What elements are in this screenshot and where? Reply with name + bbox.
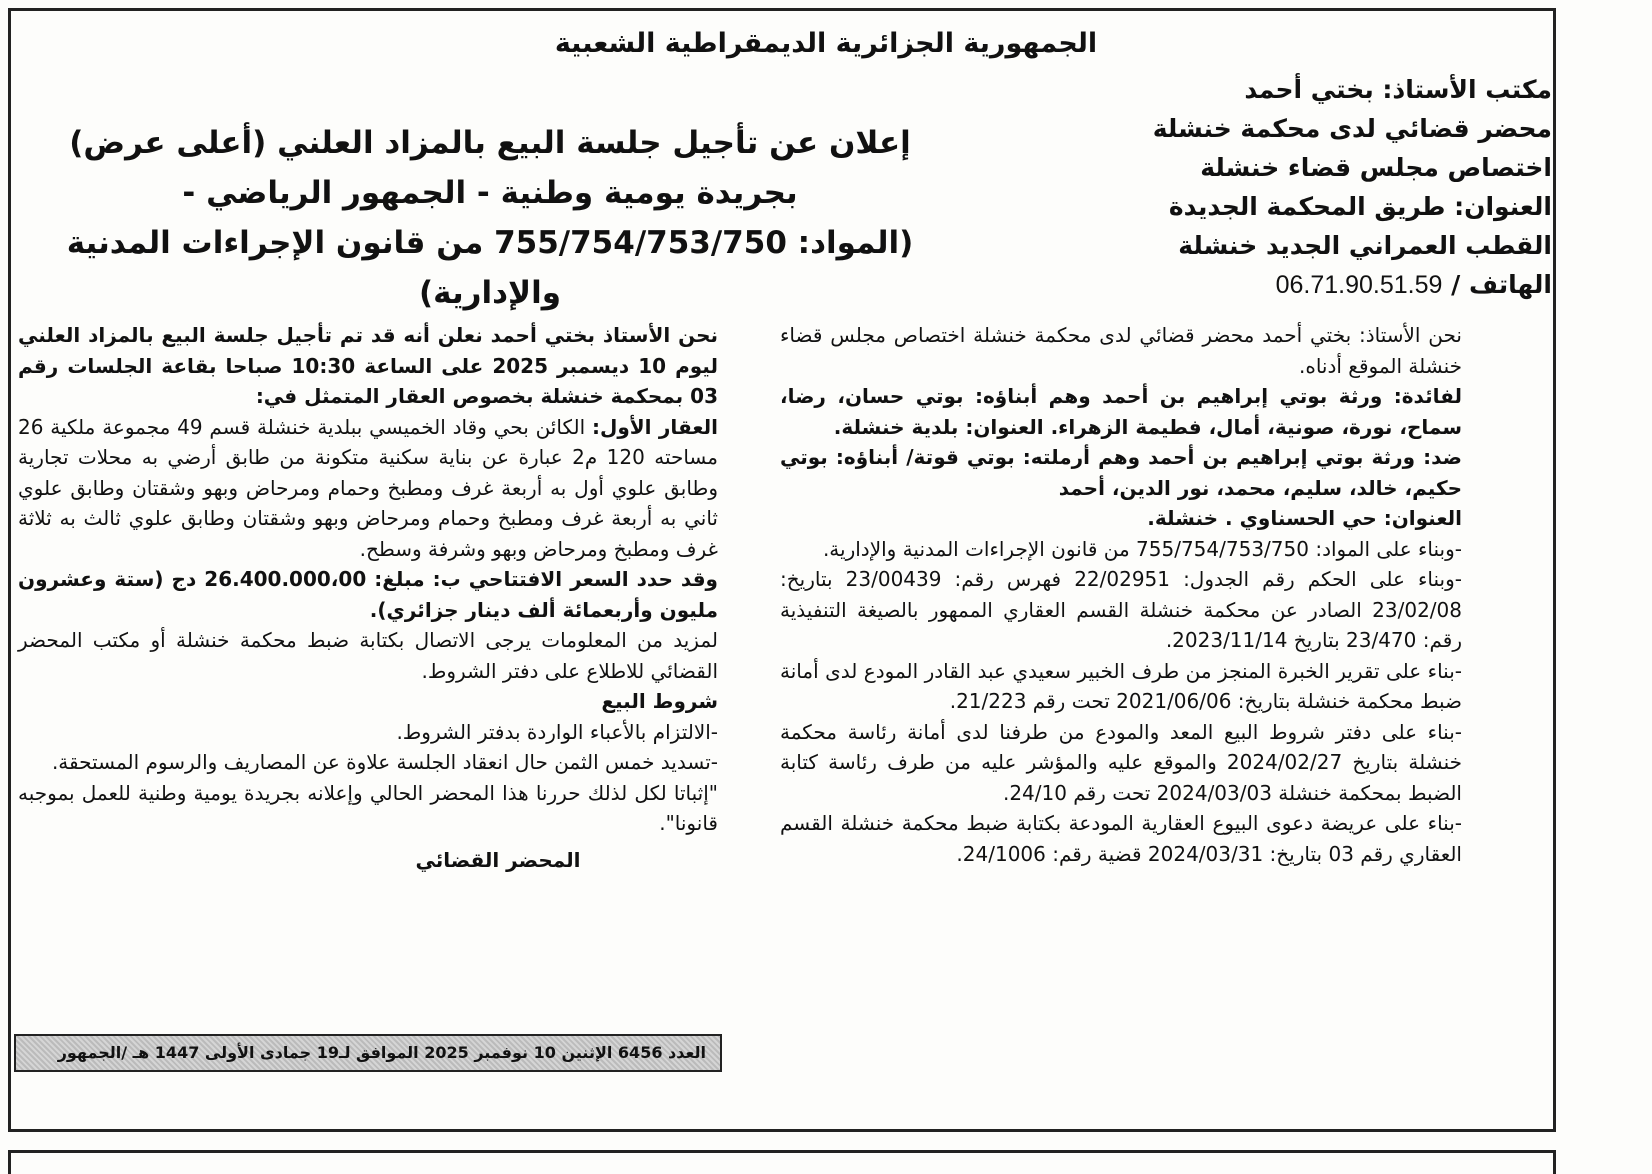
- next-ad-border: [8, 1150, 1556, 1174]
- office-line: مكتب الأستاذ: بختي أحمد: [1244, 75, 1552, 104]
- against-paragraph: ضد: ورثة بوتي إبراهيم بن أحمد وهم أرملته: بوتي قوتة/ أبناؤه: بوتي حكيم، خالد، سليم، محمد، نور الدين، أحمد: [780, 445, 1462, 500]
- office-line: القطب العمراني الجديد خنشلة: [1178, 231, 1552, 260]
- beneficiary-paragraph: لفائدة: ورثة بوتي إبراهيم بن أحمد وهم أبناؤه: بوتي حسان، رضا، سماح، نورة، صونية، أمال، فطيمة الزهراء. العنوان: بلدية خنشلة.: [780, 384, 1462, 439]
- headline-line: بجريدة يومية وطنية - الجمهور الرياضي -: [182, 175, 798, 211]
- issue-footer: العدد 6456 الإثنين 10 نوفمبر 2025 الموافق لـ19 جمادى الأولى 1447 هـ /الجمهور: [14, 1034, 722, 1072]
- basis-paragraph: -بناء على تقرير الخبرة المنجز من طرف الخبير سعيدي عبد القادر المودع لدى أمانة ضبط محكمة خنشلة بتاريخ: 2021/06/06 تحت رقم 21/223.: [780, 658, 1462, 713]
- property-label: العقار الأول:: [591, 414, 718, 439]
- property-text: الكائن بحي وقاد الخميسي ببلدية خنشلة قسم 49 مجموعة ملكية 26 مساحته 120 م2 عبارة عن بناية سكنية متكونة من طابق أرضي به محلات تجارية وطابق علوي أول به أربعة غرف ومطبخ وحمام ومرحاض وبهو وشقتان وطابق علوي ثاني به أربعة غرف ومطبخ وحمام ومرحاض وبهو وشقتان وطابق علوي ثالث به ثلاثة غرف ومطبخ ومرحاض وبهو وشرفة وسطح.: [18, 414, 718, 561]
- intro-paragraph: نحن الأستاذ: بختي أحمد محضر قضائي لدى محكمة خنشلة اختصاص مجلس قضاء خنشلة الموقع أدناه.: [780, 323, 1462, 378]
- basis-paragraph: -وبناء على المواد: 755/754/753/750 من قانون الإجراءات المدنية والإدارية.: [822, 536, 1462, 561]
- announcement-headline: [40, 118, 940, 318]
- condition-item: -الالتزام بالأعباء الواردة بدفتر الشروط.: [396, 719, 718, 744]
- basis-paragraph: -وبناء على الحكم رقم الجدول: 22/02951 فهرس رقم: 23/00439 بتاريخ: 23/02/08 الصادر عن محكمة خنشلة القسم العقاري الممهور بالصيغة التنفيذية رقم: 23/470 بتاريخ 2023/11/14.: [780, 567, 1462, 652]
- price-paragraph: وقد حدد السعر الافتتاحي ب: مبلغ: 26.400.000،00 دج (ستة وعشرون مليون وأربعمائة ألف دينار جزائري).: [18, 567, 718, 622]
- phone-label: الهاتف /: [1451, 270, 1552, 299]
- headline-line: (المواد: 755/754/753/750 من قانون الإجراءات المدنية والإدارية): [66, 225, 914, 311]
- property-paragraph: [18, 412, 718, 565]
- basis-paragraph: -بناء على عريضة دعوى البيوع العقارية المودعة بكتابة ضبط محكمة خنشلة القسم العقاري رقم 03 بتاريخ: 2024/03/31 قضية رقم: 24/1006.: [780, 811, 1462, 866]
- info-paragraph: لمزيد من المعلومات يرجى الاتصال بكتابة ضبط محكمة خنشلة أو مكتب المحضر القضائي للاطلاع على دفتر الشروط.: [18, 628, 718, 683]
- conditions-title: شروط البيع: [601, 689, 718, 713]
- office-block: [1132, 70, 1552, 305]
- condition-item: -تسديد خمس الثمن حال انعقاد الجلسة علاوة عن المصاريف والرسوم المستحقة.: [51, 750, 718, 774]
- closing-paragraph: "إثباتا لكل لذلك حررنا هذا المحضر الحالي وإعلانه بجريدة يومية وطنية للعمل بموجبه قانونا".: [18, 780, 718, 835]
- republic-header: الجمهورية الجزائرية الديمقراطية الشعبية: [554, 28, 1098, 59]
- phone-number: 06.71.90.51.59: [1275, 271, 1443, 299]
- office-phone: [1132, 265, 1552, 305]
- office-line: العنوان: طريق المحكمة الجديدة: [1168, 192, 1552, 221]
- right-column: [780, 320, 1462, 869]
- announcement-paragraph: نحن الأستاذ بختي أحمد نعلن أنه قد تم تأجيل جلسة البيع بالمزاد العلني ليوم 10 ديسمبر 2025 على الساعة 10:30 صباحا بقاعة الجلسات رقم 03 بمحكمة خنشلة بخصوص العقار المتمثل في:: [18, 323, 718, 408]
- office-line: اختصاص مجلس قضاء خنشلة: [1200, 153, 1552, 182]
- basis-paragraph: -بناء على دفتر شروط البيع المعد والمودع من طرفنا لدى أمانة رئاسة محكمة خنشلة بتاريخ 2024/02/27 والموقع عليه والمؤشر عليه من طرف رئاسة كتابة الضبط بمحكمة خنشلة 2024/03/03 تحت رقم 24/10.: [780, 719, 1462, 805]
- headline-line: إعلان عن تأجيل جلسة البيع بالمزاد العلني (أعلى عرض): [69, 125, 911, 161]
- office-line: محضر قضائي لدى محكمة خنشلة: [1152, 114, 1552, 143]
- against-address: العنوان: حي الحسناوي . خنشلة.: [1147, 506, 1462, 530]
- signature: المحضر القضائي: [415, 847, 581, 872]
- left-column: [18, 320, 718, 875]
